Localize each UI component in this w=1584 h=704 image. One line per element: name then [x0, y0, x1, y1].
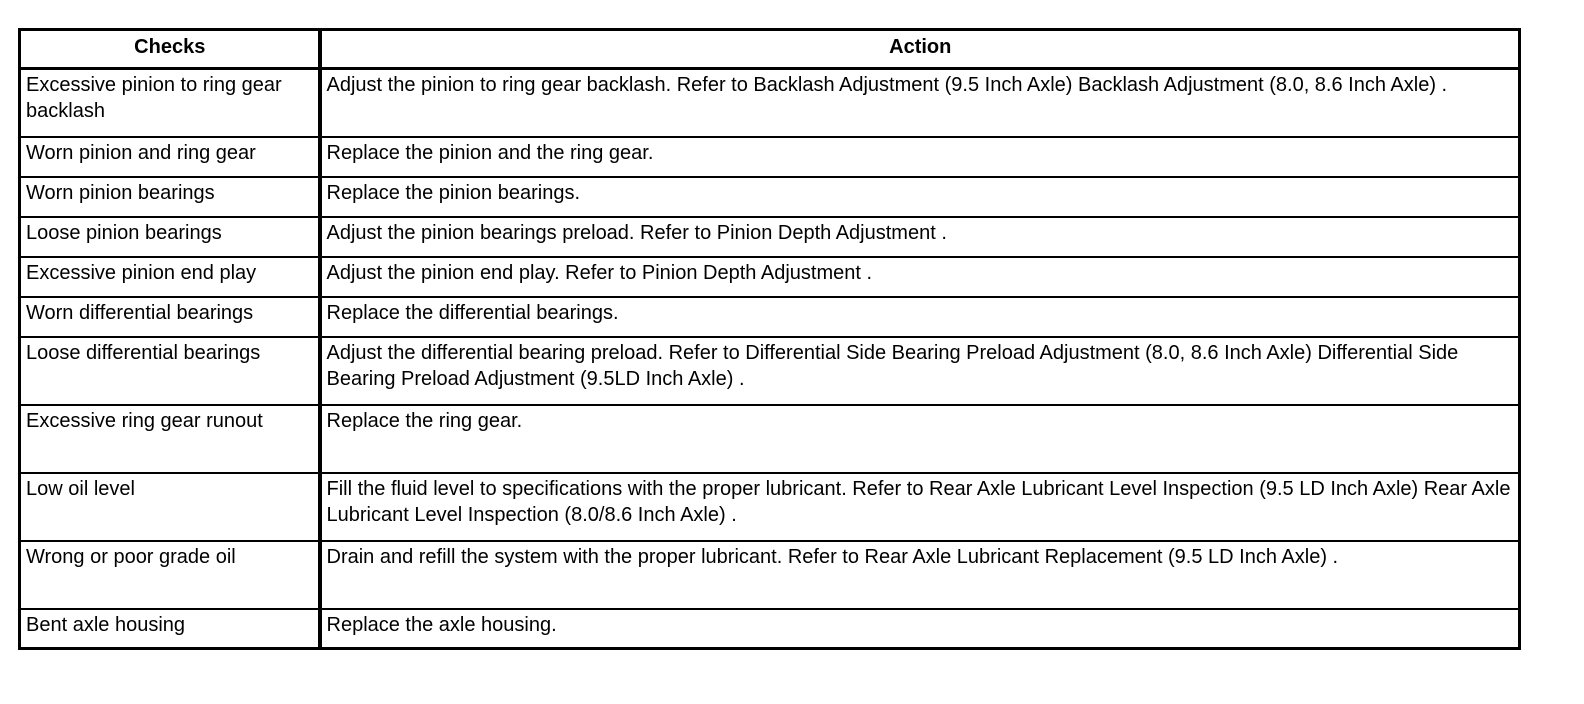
table-row: [20, 69, 1520, 137]
table-row: [20, 337, 1520, 405]
check-cell: Wrong or poor grade oil: [20, 541, 320, 609]
check-cell: Excessive pinion to ring gear backlash: [20, 69, 320, 137]
header-action: Action: [320, 30, 1520, 69]
header-checks: Checks: [20, 30, 320, 69]
table-row: [20, 177, 1520, 217]
table-row: [20, 405, 1520, 473]
check-cell: Excessive pinion end play: [20, 257, 320, 297]
action-cell: Adjust the pinion bearings preload. Refer to Pinion Depth Adjustment .: [320, 217, 1520, 257]
action-cell: Adjust the differential bearing preload. Refer to Differential Side Bearing Preload Adjustment (8.0, 8.6 Inch Axle) Differential Side Bearing Preload Adjustment (9.5LD Inch Axle) .: [320, 337, 1520, 405]
action-cell: Adjust the pinion to ring gear backlash. Refer to Backlash Adjustment (9.5 Inch Axle) Backlash Adjustment (8.0, 8.6 Inch Axle) .: [320, 69, 1520, 137]
diagnostic-table-container: [18, 28, 1518, 650]
check-cell: Low oil level: [20, 473, 320, 541]
table-row: [20, 297, 1520, 337]
action-cell: Replace the pinion and the ring gear.: [320, 137, 1520, 177]
check-cell: Worn pinion and ring gear: [20, 137, 320, 177]
action-cell: Drain and refill the system with the proper lubricant. Refer to Rear Axle Lubricant Replacement (9.5 LD Inch Axle) .: [320, 541, 1520, 609]
check-cell: Worn differential bearings: [20, 297, 320, 337]
check-cell: Bent axle housing: [20, 609, 320, 649]
table-row: [20, 137, 1520, 177]
action-cell: Replace the ring gear.: [320, 405, 1520, 473]
header-row: [20, 30, 1520, 69]
action-cell: Fill the fluid level to specifications with the proper lubricant. Refer to Rear Axle Lubricant Level Inspection (9.5 LD Inch Axle) Rear Axle Lubricant Level Inspection (8.0/8.6 Inch Axle) .: [320, 473, 1520, 541]
action-cell: Replace the differential bearings.: [320, 297, 1520, 337]
check-cell: Worn pinion bearings: [20, 177, 320, 217]
table-header: [20, 30, 1520, 69]
table-row: [20, 257, 1520, 297]
check-cell: Excessive ring gear runout: [20, 405, 320, 473]
table-body: [20, 69, 1520, 649]
table-row: [20, 609, 1520, 649]
action-cell: Adjust the pinion end play. Refer to Pinion Depth Adjustment .: [320, 257, 1520, 297]
check-cell: Loose pinion bearings: [20, 217, 320, 257]
table-row: [20, 217, 1520, 257]
diagnostic-table: [18, 28, 1521, 650]
table-row: [20, 541, 1520, 609]
check-cell: Loose differential bearings: [20, 337, 320, 405]
action-cell: Replace the axle housing.: [320, 609, 1520, 649]
table-row: [20, 473, 1520, 541]
action-cell: Replace the pinion bearings.: [320, 177, 1520, 217]
